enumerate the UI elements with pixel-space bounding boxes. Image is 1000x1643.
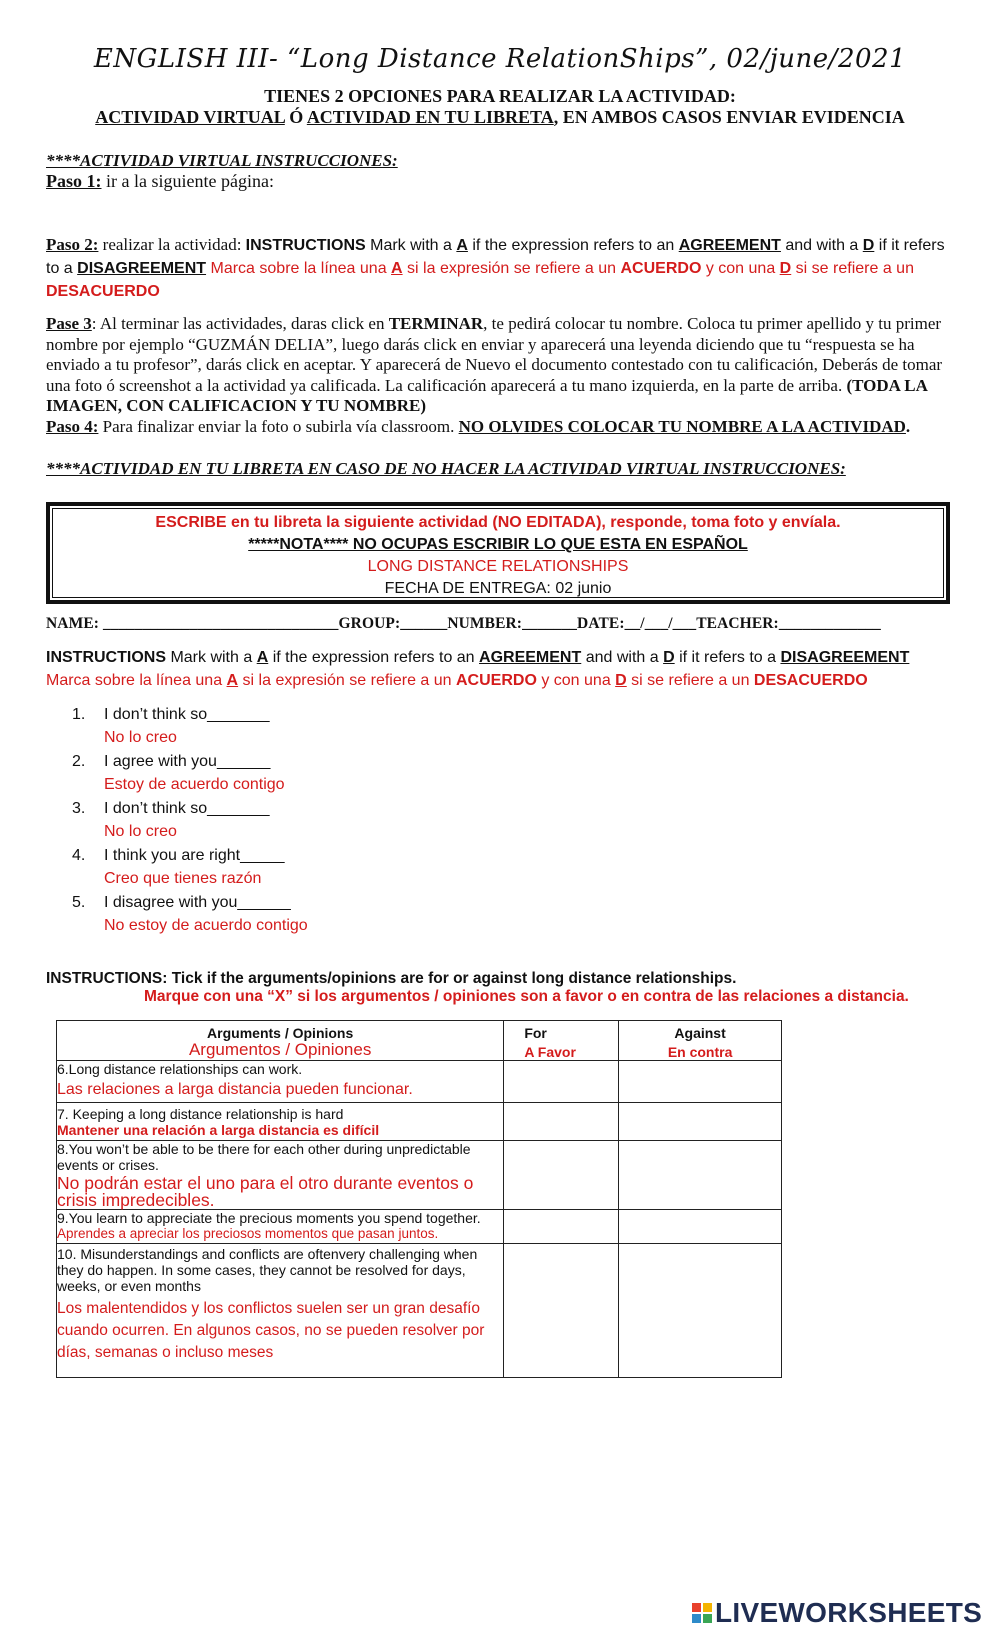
argument-cell: 7. Keeping a long distance relationship is hard Mantener una relación a larga distancia es difícil: [57, 1103, 504, 1141]
table-header-row: [57, 1021, 782, 1061]
box-line-1: ESCRIBE en tu libreta la siguiente actividad (NO EDITADA), responde, toma foto y envíala.: [155, 514, 841, 531]
paso-3: Pase 3: Al terminar las actividades, daras click en TERMINAR, te pedirá colocar tu nombre. Coloca tu primer apellido y tu primer nombre por ejemplo “GUZMÁN DELIA”, luego darás click en enviar y aparecerá una leyenda diciendo que tu “respuesta se ha enviado a tu profesor”, darás click en aceptar. Y aparecerá de Nuevo el documento contestado con tu calificación, Deberás de tomar una foto ó screenshot a la actividad ya calificada. La calificación aparecerá a tu mano izquierda, en la parte de arriba. (TODA LA IMAGEN, CON CALIFICACION Y TU NOMBRE): [46, 314, 943, 415]
table-row: [57, 1210, 782, 1244]
for-checkbox-cell[interactable]: [504, 1061, 619, 1103]
against-checkbox-cell[interactable]: [619, 1244, 782, 1378]
list-item: 4. I think you are right_____ Creo que tienes razón: [72, 847, 285, 887]
paso-2-label: Paso 2:: [46, 235, 99, 254]
item-expression[interactable]: I think you are right_____: [104, 847, 285, 864]
paso-1: [46, 171, 958, 192]
header-arguments: Arguments / Opinions Argumentos / Opiniones: [57, 1021, 504, 1061]
table-row: [57, 1061, 782, 1103]
list-item: 2. I agree with you______ Estoy de acuerdo contigo: [72, 753, 285, 793]
liveworksheets-logo: LIVEWORKSHEETS: [692, 1598, 982, 1628]
item-expression[interactable]: I don’t think so_______: [104, 800, 270, 817]
item-expression[interactable]: I don’t think so_______: [104, 706, 270, 723]
paso-3-label: Pase 3: [46, 314, 92, 333]
for-checkbox-cell[interactable]: [504, 1141, 619, 1210]
table-row: [57, 1244, 782, 1378]
options-heading: [0, 86, 1000, 107]
option-separator: Ó: [284, 107, 307, 127]
paso-1-label: Paso 1:: [46, 171, 102, 191]
options-line: TIENES 2 OPCIONES PARA REALIZAR LA ACTIVIDAD:: [264, 86, 736, 106]
item-expression[interactable]: I agree with you______: [104, 753, 271, 770]
expression-list: [72, 706, 572, 941]
list-item: 1. I don’t think so_______ No lo creo: [72, 706, 270, 746]
table-row: [57, 1141, 782, 1210]
libreta-heading: ****ACTIVIDAD EN TU LIBRETA EN CASO DE NO HACER LA ACTIVIDAD VIRTUAL INSTRUCCIONES:: [46, 459, 846, 478]
item-translation: Creo que tienes razón: [104, 870, 262, 887]
options-evidence: , EN AMBOS CASOS ENVIAR EVIDENCIA: [553, 107, 905, 127]
against-checkbox-cell[interactable]: [619, 1210, 782, 1244]
options-line-2: [0, 107, 1000, 128]
instructions-agreement: INSTRUCTIONS Mark with a A if the expression refers to an AGREEMENT and with a D if it refers to a DISAGREEMENT Marca sobre la línea una A si la expresión se refiere a un ACUERDO y con una D si se refiere a un DESACUERDO: [46, 649, 910, 689]
item-translation: No estoy de acuerdo contigo: [104, 917, 308, 934]
header-for: For A Favor: [504, 1021, 619, 1061]
option-libreta: ACTIVIDAD EN TU LIBRETA: [306, 107, 554, 127]
item-translation: Estoy de acuerdo contigo: [104, 776, 285, 793]
argument-cell: 8.You won’t be able to be there for each other during unpredictable events or crises. No podrán estar el uno para el otro durante eventos o crisis impredecibles.: [57, 1141, 504, 1210]
against-checkbox-cell[interactable]: [619, 1103, 782, 1141]
student-info-line: NAME: ______________________________GROUP:______NUMBER:_______DATE:__/___/___TEACHER:_____________: [46, 615, 881, 632]
arguments-table: [56, 1020, 782, 1378]
argument-cell: 10. Misunderstandings and conflicts are oftenvery challenging when they do happen. In some cases, they cannot be resolved for days, weeks, or even months Los malentendidos y los conflictos suelen ser un gran desafío cuando ocurren. En algunos casos, no se pueden resolver por días, semanas o incluso meses: [57, 1244, 504, 1378]
logo-icon: [692, 1603, 712, 1623]
argument-cell: 6.Long distance relationships can work. Las relaciones a larga distancia pueden funcionar.: [57, 1061, 504, 1103]
paso-4-label: Paso 4:: [46, 417, 99, 436]
paso-2: Paso 2: realizar la actividad: INSTRUCTIONS Mark with a A if the expression refers to an AGREEMENT and with a D if it refers to a DISAGREEMENT Marca sobre la línea una A si la expresión se refiere a un ACUERDO y con una D si se refiere a un DESACUERDO: [46, 235, 945, 300]
for-checkbox-cell[interactable]: [504, 1210, 619, 1244]
instructions-tick-es: Marque con una “X” si los argumentos / opiniones son a favor o en contra de las relaciones a distancia.: [144, 988, 909, 1005]
box-worksheet-title: LONG DISTANCE RELATIONSHIPS: [367, 558, 629, 575]
list-item: 3. I don’t think so_______ No lo creo: [72, 800, 270, 840]
option-virtual: ACTIVIDAD VIRTUAL: [95, 107, 285, 127]
for-checkbox-cell[interactable]: [504, 1103, 619, 1141]
instructions-tick: INSTRUCTIONS: Tick if the arguments/opinions are for or against long distance relationships.: [46, 970, 737, 987]
header-against: Against En contra: [619, 1021, 782, 1061]
notebook-instructions-box: [46, 502, 950, 604]
table-row: [57, 1103, 782, 1141]
argument-cell: 9.You learn to appreciate the precious moments you spend together. Aprendes a apreciar los preciosos momentos que pasan juntos.: [57, 1210, 504, 1244]
item-translation: No lo creo: [104, 729, 177, 746]
for-checkbox-cell[interactable]: [504, 1244, 619, 1378]
box-due-date: FECHA DE ENTREGA: 02 junio: [384, 580, 612, 597]
item-translation: No lo creo: [104, 823, 177, 840]
paso-4: Paso 4: Para finalizar enviar la foto o subirla vía classroom. NO OLVIDES COLOCAR TU NOMBRE A LA ACTIVIDAD.: [46, 417, 911, 436]
box-note: *****NOTA**** NO OCUPAS ESCRIBIR LO QUE ESTA EN ESPAÑOL: [248, 536, 748, 553]
against-checkbox-cell[interactable]: [619, 1141, 782, 1210]
against-checkbox-cell[interactable]: [619, 1061, 782, 1103]
virtual-heading: ****ACTIVIDAD VIRTUAL INSTRUCCIONES:: [46, 151, 398, 170]
list-item: 5. I disagree with you______ No estoy de acuerdo contigo: [72, 894, 308, 934]
item-expression[interactable]: I disagree with you______: [104, 894, 291, 911]
page-title: ENGLISH III- “Long Distance RelationShips”, 02/june/2021: [93, 44, 907, 74]
paso-1-text: ir a la siguiente página:: [101, 171, 274, 191]
